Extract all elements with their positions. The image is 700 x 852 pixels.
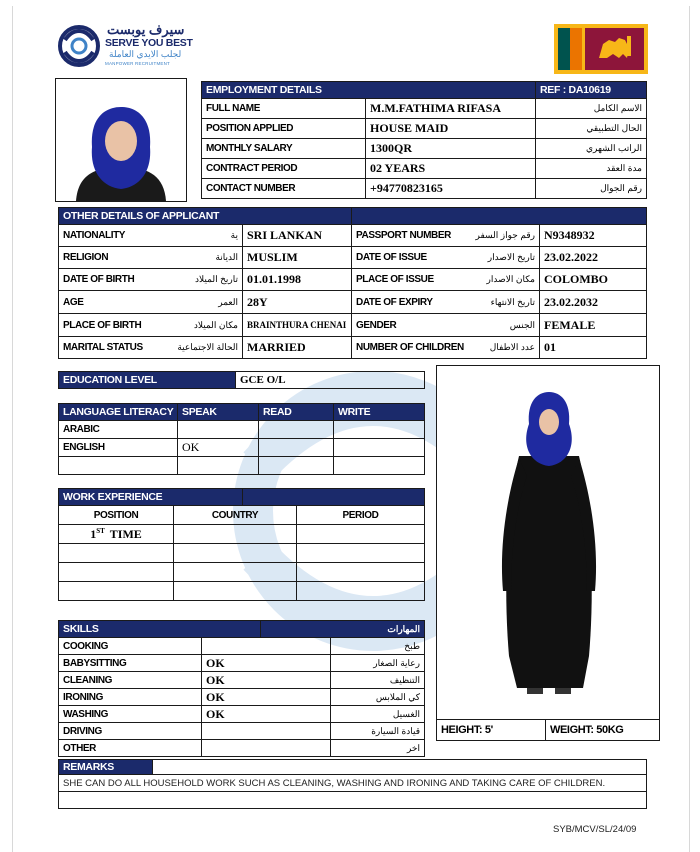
work-column-0 [58,505,174,525]
other-right-label-1 [351,246,540,269]
other-value-text: BRAINTHURA CHENAI [247,320,347,330]
other-left-label-1 [58,246,243,269]
remarks-blank-row [58,791,647,809]
skill-value-6 [201,739,331,757]
skill-label-text: COOKING [63,640,108,652]
other-arabic-text: الديانة [215,252,238,262]
skill-label-text: IRONING [63,691,103,703]
skill-value-1 [201,654,331,672]
language-header-3 [333,403,425,421]
other-arabic-text: العمر [218,296,238,307]
other-arabic-text: مكان الميلاد [193,319,238,330]
other-left-value-0 [242,224,352,247]
skill-label-text: WASHING [63,708,108,720]
work-experience-header-right [242,488,425,506]
other-label-text: NUMBER OF CHILDREN [356,342,464,353]
other-arabic-text: تاريخ الميلاد [195,274,238,284]
other-right-value-0 [539,224,647,247]
employment-label-text: POSITION APPLIED [206,123,294,134]
other-label-text: PLACE OF ISSUE [356,274,434,285]
skill-arabic-text: رعاية الصغار [373,657,420,668]
skill-label-2 [58,671,202,689]
other-right-label-5 [351,336,540,359]
other-value-text: MARRIED [247,340,306,354]
work-cell-3-2 [296,581,425,601]
other-value-text: 23.02.2022 [544,250,598,264]
work-column-text: PERIOD [342,509,379,521]
other-arabic-text: مكان الاصدار [486,274,535,284]
work-cell-2-0 [58,562,174,582]
other-label-text: DATE OF EXPIRY [356,296,433,308]
other-right-value-5 [539,336,647,359]
logo-arabic-tagline: لجلب الايدي العاملة [109,49,182,59]
other-arabic-text: رقم جواز السفر [475,230,535,240]
work-column-text: POSITION [93,509,139,521]
language-header-text: LANGUAGE LITERACY [63,406,174,418]
work-experience-header [58,488,243,506]
remarks-text: SHE CAN DO ALL HOUSEHOLD WORK SUCH AS CLEANING, WASHING AND IRONING AND TAKING CARE OF CHILDREN. [58,774,647,792]
other-left-label-3 [58,290,243,314]
employment-value-text: 1300QR [370,141,412,155]
education-level-value: GCE O/L [235,371,425,389]
employment-value-1 [365,118,536,139]
other-right-value-1 [539,246,647,269]
logo-tagline: MANPOWER RECRUITMENT [105,61,170,66]
employment-value-text: 02 YEARS [370,161,426,175]
other-left-label-4 [58,313,243,337]
knot-logo-icon [57,24,101,68]
employment-label-3 [201,158,366,179]
language-cell-2-write [333,456,425,475]
logo-arabic-name: سيرف يوبست [107,22,185,37]
employment-label-text: CONTRACT PERIOD [206,163,298,174]
employment-value-3 [365,158,536,179]
other-label-text: PLACE OF BIRTH [63,319,142,331]
skill-value-text: OK [206,655,225,670]
skills-header [58,620,261,638]
other-left-label-5 [58,336,243,359]
remarks-header: REMARKS [58,759,153,775]
work-column-2 [296,505,425,525]
other-left-value-5 [242,336,352,359]
other-left-value-3 [242,290,352,314]
other-value-text: SRI LANKAN [247,228,323,242]
skill-label-4 [58,705,202,723]
language-cell-0-read [258,420,334,439]
skill-label-text: OTHER [63,742,97,754]
other-left-value-1 [242,246,352,269]
remarks-header-rest [152,759,647,775]
skill-label-text: DRIVING [63,725,102,737]
work-header-text: WORK EXPERIENCE [63,491,163,503]
other-label-text: MARITAL STATUS [63,342,143,353]
skill-value-text: OK [206,689,225,704]
language-cell-text: ARABIC [63,424,100,435]
skill-arabic-5 [330,722,425,740]
work-cell-3-0 [58,581,174,601]
other-right-label-2 [351,268,540,291]
employment-arabic-text: مدة العقد [606,163,642,173]
other-label-text: AGE [63,296,84,308]
language-cell-text: ENGLISH [63,442,105,453]
skill-value-5 [201,722,331,740]
other-details-header: OTHER DETAILS OF APPLICANT [58,207,352,225]
skill-arabic-1 [330,654,425,672]
footer-code: SYB/MCV/SL/24/09 [553,824,637,835]
language-header-1 [177,403,259,421]
skill-label-6 [58,739,202,757]
employment-label-4 [201,178,366,199]
other-right-label-0 [351,224,540,247]
language-cell-1-read [258,438,334,457]
other-label-text: RELIGION [63,252,109,263]
skill-label-3 [58,688,202,706]
work-cell-0-1 [173,524,297,544]
education-level-label: EDUCATION LEVEL [58,371,236,389]
employment-arabic-text: الراتب الشهري [586,143,642,153]
employment-value-text: HOUSE MAID [370,121,449,135]
employment-value-4 [365,178,536,199]
skill-value-text: OK [206,672,225,687]
other-arabic-text: عدد الاطفال [489,342,535,352]
other-label-text: PASSPORT NUMBER [356,230,451,241]
first-time-suffix: ST [96,526,105,535]
other-arabic-text: تاريخ الانتهاء [490,296,535,307]
work-cell-3-1 [173,581,297,601]
other-value-text: 23.02.2032 [544,294,598,309]
employment-arabic-1 [535,118,647,139]
work-cell-1-0 [58,543,174,563]
skill-label-text: CLEANING [63,674,113,686]
other-value-text: MUSLIM [247,250,298,264]
first-time-number: 1 [90,526,97,541]
skill-arabic-6 [330,739,425,757]
other-right-value-4 [539,313,647,337]
other-arabic-text: الجنس [509,319,535,330]
sri-lanka-flag [554,24,648,74]
work-cell-2-1 [173,562,297,582]
other-right-value-2 [539,268,647,291]
other-label-text: DATE OF BIRTH [63,274,135,285]
employment-arabic-0 [535,98,647,119]
first-time-text [90,527,142,542]
employment-arabic-text: الحال التطبيقي [586,123,642,133]
other-left-label-0 [58,224,243,247]
employment-label-1 [201,118,366,139]
employment-value-text: M.M.FATHIMA RIFASA [370,101,501,115]
language-cell-2-speak [177,456,259,475]
work-column-1 [173,505,297,525]
language-header-text: WRITE [338,406,371,418]
employment-value-text: +94770823165 [370,181,443,195]
other-value-text: N9348932 [544,228,595,242]
employment-arabic-text: رقم الجوال [600,183,642,193]
other-value-text: 01.01.1998 [247,272,301,286]
other-arabic-text: الحالة الاجتماعية [177,342,238,352]
employment-details-header: EMPLOYMENT DETAILS [201,81,536,99]
employment-arabic-2 [535,138,647,159]
work-cell-0-0 [58,524,174,544]
language-cell-0-speak [177,420,259,439]
skill-arabic-text: طبخ [404,640,420,651]
skills-header-text: SKILLS [63,623,99,635]
skill-arabic-3 [330,688,425,706]
skill-value-4 [201,705,331,723]
employment-label-2 [201,138,366,159]
skill-value-0 [201,637,331,655]
work-cell-2-2 [296,562,425,582]
employment-label-text: CONTACT NUMBER [206,183,296,194]
language-cell-text: OK [182,440,200,454]
employment-value-0 [365,98,536,119]
other-arabic-text: تاريخ الاصدار [487,252,535,262]
other-right-value-3 [539,290,647,314]
language-cell-2-read [258,456,334,475]
skill-arabic-text: كي الملابس [375,691,420,702]
employment-label-text: MONTHLY SALARY [206,143,293,154]
employment-arabic-4 [535,178,647,199]
other-left-value-4 [242,313,352,337]
work-cell-1-1 [173,543,297,563]
applicant-full-length-photo [436,365,660,720]
height-value: HEIGHT: 5' [436,719,546,741]
applicant-portrait-photo [55,78,187,202]
skill-arabic-2 [330,671,425,689]
work-column-text: COUNTRY [211,509,259,521]
language-cell-2-lang [58,456,178,475]
employment-label-text: FULL NAME [206,103,260,114]
work-cell-1-2 [296,543,425,563]
language-cell-1-lang [58,438,178,457]
language-cell-0-lang [58,420,178,439]
skill-value-3 [201,688,331,706]
other-left-value-2 [242,268,352,291]
language-cell-1-speak [177,438,259,457]
language-cell-1-write [333,438,425,457]
skill-label-text: BABYSITTING [63,657,127,669]
other-value-text: 01 [544,340,556,354]
skill-value-2 [201,671,331,689]
skill-arabic-text: اخر [406,742,420,753]
reference-number: REF : DA10619 [535,81,647,99]
skill-arabic-text: التنظيف [389,674,420,685]
language-cell-0-write [333,420,425,439]
other-label-text: DATE OF ISSUE [356,252,427,263]
other-right-label-4 [351,313,540,337]
language-header-text: READ [263,406,292,418]
skill-label-0 [58,637,202,655]
other-value-text: COLOMBO [544,272,609,286]
first-time-word: TIME [109,526,142,541]
work-cell-0-2 [296,524,425,544]
employment-arabic-3 [535,158,647,179]
language-header-2 [258,403,334,421]
other-arabic-text: ية [230,230,238,240]
other-right-label-3 [351,290,540,314]
company-logo [57,24,197,70]
other-left-label-2 [58,268,243,291]
skill-arabic-4 [330,705,425,723]
logo-name: SERVE YOU BEST [105,37,193,49]
skill-value-text: OK [206,706,225,721]
cv-page [12,6,690,852]
skill-label-5 [58,722,202,740]
other-label-text: GENDER [356,319,397,331]
skill-arabic-text: الغسيل [392,708,420,719]
language-header-0 [58,403,178,421]
other-value-text: FEMALE [544,317,596,332]
skills-header-arabic [260,620,425,638]
lion-icon [585,28,644,70]
weight-value: WEIGHT: 50KG [545,719,660,741]
other-details-header-right [351,207,647,225]
language-header-text: SPEAK [182,406,217,418]
skill-arabic-0 [330,637,425,655]
skill-label-1 [58,654,202,672]
employment-value-2 [365,138,536,159]
skills-header-arabic-text: المهارات [387,623,420,634]
employment-arabic-text: الاسم الكامل [593,103,642,113]
other-value-text: 28Y [247,294,268,309]
employment-label-0 [201,98,366,119]
other-label-text: NATIONALITY [63,230,126,241]
skill-arabic-text: قيادة السيارة [371,725,420,736]
